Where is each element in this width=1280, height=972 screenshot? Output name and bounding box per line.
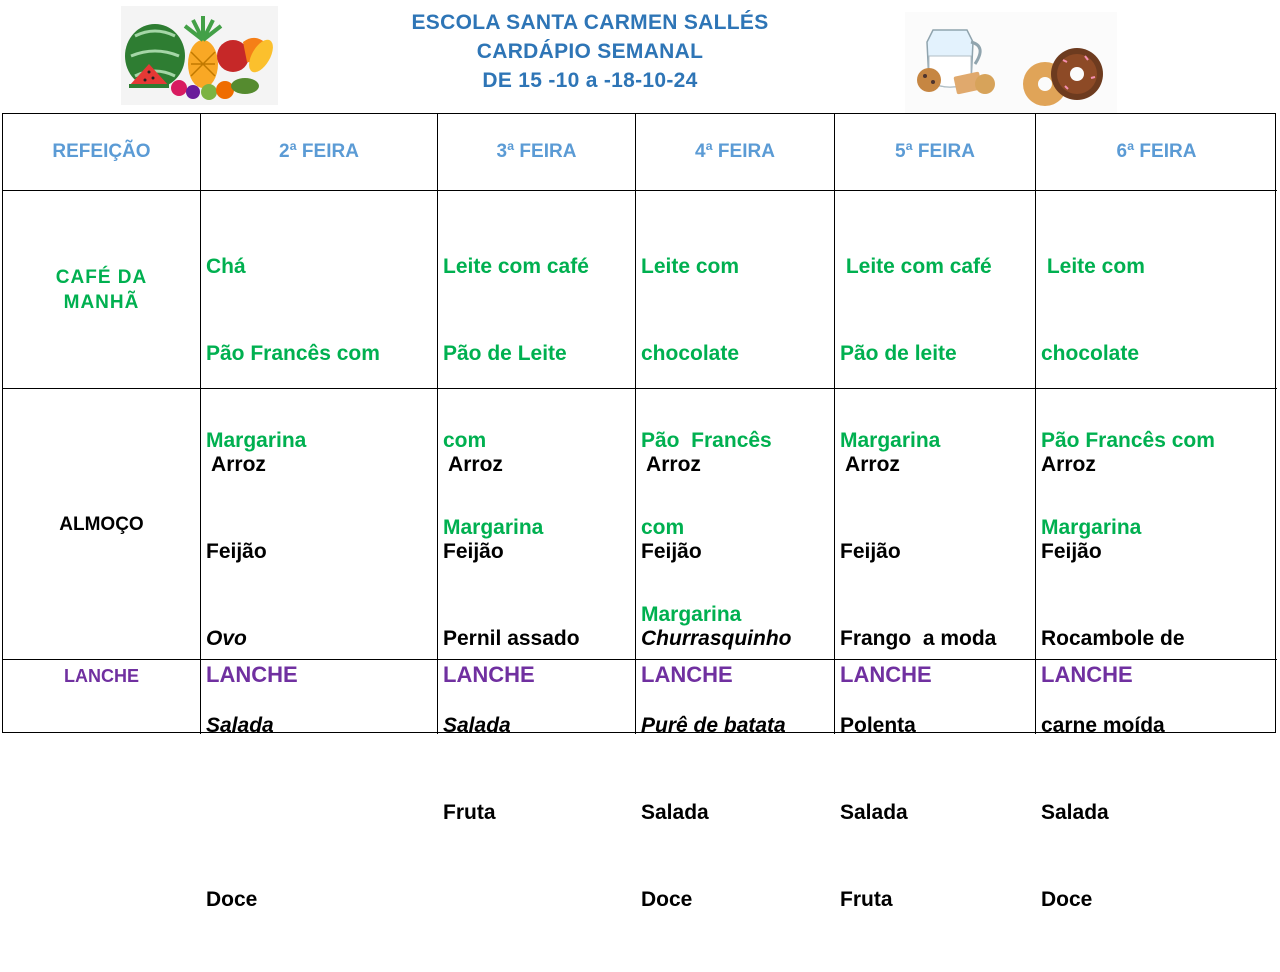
menu-item: Feijão (206, 540, 267, 563)
menu-item: com (641, 516, 685, 539)
menu-item: Ovo (206, 627, 247, 650)
menu-item: Rocambole de (1041, 627, 1185, 650)
menu-item: Salada (206, 714, 274, 737)
menu-item: Salada (443, 714, 511, 737)
menu-item: chocolate (641, 342, 740, 365)
menu-item: Fruta (840, 888, 893, 911)
menu-item: Chá (206, 255, 246, 278)
school-name: ESCOLA SANTA CARMEN SALLÉS (411, 11, 769, 34)
menu-item: Leite com café (443, 255, 589, 278)
fruit-illustration (121, 6, 278, 105)
header-day-1: 2ª FEIRA (201, 114, 438, 191)
menu-item: Leite com (641, 255, 740, 278)
cafe-label-line1: CAFÉ DA (55, 266, 148, 288)
header-day-2: 3ª FEIRA (438, 114, 636, 191)
menu-item: Arroz (443, 453, 503, 476)
header-day-4: 5ª FEIRA (835, 114, 1036, 191)
menu-item: Churrasquinho (641, 627, 792, 650)
menu-table (2, 113, 1276, 911)
menu-item: Arroz (840, 453, 900, 476)
menu-item: Pão de leite (840, 342, 957, 365)
menu-title: CARDÁPIO SEMANAL (476, 40, 704, 63)
row-label-lanche: LANCHE (3, 660, 201, 734)
menu-item: Purê de batata (641, 714, 786, 737)
menu-item: Arroz (1041, 453, 1096, 476)
menu-item: Arroz (641, 453, 701, 476)
menu-item: Salada (1041, 801, 1109, 824)
menu-item: Pernil assado (443, 627, 580, 650)
menu-item: Leite com (1041, 255, 1145, 278)
header-day-5: 6ª FEIRA (1036, 114, 1277, 191)
menu-item: Frango a moda (840, 627, 997, 650)
menu-item: Feijão (840, 540, 901, 563)
menu-item: Salada (840, 801, 908, 824)
lanche-day-1: LANCHE (201, 660, 438, 734)
lanche-day-3: LANCHE (636, 660, 835, 734)
menu-item (206, 798, 433, 827)
row-label-almoco: ALMOÇO (3, 389, 201, 660)
menu-item: Margarina (206, 429, 307, 452)
menu-item: chocolate (1041, 342, 1140, 365)
menu-item: Feijão (1041, 540, 1102, 563)
lanche-day-5: LANCHE (1041, 662, 1133, 687)
lanche-day-2: LANCHE (438, 660, 636, 734)
menu-item: Margarina (840, 429, 941, 452)
lanche-day-4: LANCHE (835, 660, 1036, 734)
menu-item: Salada (641, 801, 709, 824)
menu-item: Feijão (641, 540, 702, 563)
menu-dates: DE 15 -10 a -18-10-24 (482, 69, 698, 92)
menu-item: Pão Francês com (206, 342, 380, 365)
menu-item: com (443, 429, 487, 452)
menu-item: Pão Francês (641, 429, 772, 452)
menu-item: Fruta (443, 801, 496, 824)
menu-item: Doce (206, 888, 258, 911)
menu-item: Doce (1041, 888, 1093, 911)
cafe-day-4 (835, 191, 1036, 452)
menu-item: carne moída (1041, 714, 1165, 737)
header-day-3: 4ª FEIRA (636, 114, 835, 191)
menu-item: Arroz (206, 453, 266, 476)
header-refeicao: REFEIÇÃO (3, 114, 201, 191)
menu-item: Leite com café (840, 255, 992, 278)
menu-item: Pão de Leite (443, 342, 567, 365)
cafe-day-1 (201, 191, 438, 452)
row-label-cafe (3, 191, 201, 389)
menu-item: Feijão (443, 540, 504, 563)
menu-item: Margarina (443, 516, 544, 539)
menu-item: Doce (641, 888, 693, 911)
cafe-label-line2: MANHÃ (63, 291, 140, 313)
menu-item: Pão Francês com (1041, 429, 1215, 452)
page-title (340, 8, 840, 95)
menu-item: Margarina (641, 603, 742, 626)
menu-item: Margarina (1041, 516, 1142, 539)
milk-cookies-donuts-illustration (905, 12, 1117, 113)
menu-item: Polenta (840, 714, 916, 737)
